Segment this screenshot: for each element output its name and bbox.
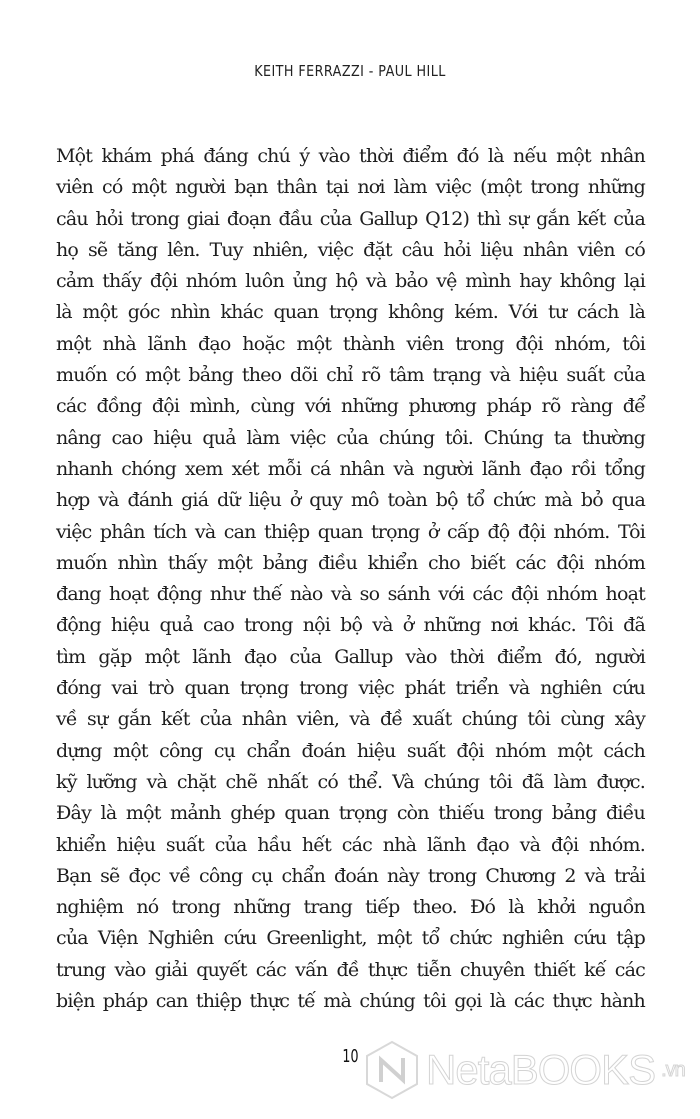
watermark-brand: NetaBOOKS bbox=[426, 1046, 656, 1093]
text-line: dựng một công cụ chẩn đoán hiệu suất đội nhóm một cách bbox=[56, 739, 645, 762]
text-line: một nhà lãnh đạo hoặc một thành viên trong đội nhóm, tôi bbox=[56, 332, 645, 355]
text-line: viên có một người bạn thân tại nơi làm việc (một trong những bbox=[56, 176, 645, 199]
text-line: là một góc nhìn khác quan trọng không kém. Với tư cách là bbox=[56, 301, 645, 324]
text-line: muốn nhìn thấy một bảng điều khiển cho biết các đội nhóm bbox=[56, 551, 645, 574]
text-line: các đồng đội mình, cùng với những phương pháp rõ ràng để bbox=[56, 395, 645, 418]
text-line: động hiệu quả cao trong nội bộ và ở những nơi khác. Tôi đã bbox=[56, 614, 645, 637]
text-line: hợp và đánh giá dữ liệu ở quy mô toàn bộ tổ chức mà bỏ qua bbox=[56, 489, 645, 512]
netabooks-hexagon-icon bbox=[364, 1040, 420, 1100]
text-line: câu hỏi trong giai đoạn đầu của Gallup Q12) thì sự gắn kết của bbox=[56, 207, 645, 230]
running-header: KEITH FERRAZZI - PAUL HILL bbox=[254, 62, 446, 80]
text-line: đóng vai trò quan trọng trong việc phát triển và nghiên cứu bbox=[56, 677, 645, 700]
text-line: tìm gặp một lãnh đạo của Gallup vào thời điểm đó, người bbox=[56, 645, 645, 668]
text-line: đang hoạt động như thế nào và so sánh với các đội nhóm hoạt bbox=[56, 583, 645, 606]
text-line: khiển hiệu suất của hầu hết các nhà lãnh đạo và đội nhóm. bbox=[56, 833, 645, 856]
text-line: họ sẽ tăng lên. Tuy nhiên, việc đặt câu hỏi liệu nhân viên có bbox=[56, 238, 645, 261]
text-line: Một khám phá đáng chú ý vào thời điểm đó là nếu một nhân bbox=[56, 145, 645, 167]
watermark-logo bbox=[364, 1040, 685, 1100]
text-line: cảm thấy đội nhóm luôn ủng hộ và bảo vệ mình hay không lại bbox=[56, 270, 645, 293]
text-line: của Viện Nghiên cứu Greenlight, một tổ chức nghiên cứu tập bbox=[56, 927, 645, 950]
text-line: nâng cao hiệu quả làm việc của chúng tôi. Chúng ta thường bbox=[56, 426, 645, 449]
text-line: muốn có một bảng theo dõi chỉ rõ tâm trạng và hiệu suất của bbox=[56, 364, 645, 387]
watermark-suffix: .vn bbox=[661, 1058, 685, 1081]
body-paragraph bbox=[56, 141, 645, 1017]
text-line: trung vào giải quyết các vấn đề thực tiễn chuyên thiết kế các bbox=[56, 958, 645, 981]
text-line: Bạn sẽ đọc về công cụ chẩn đoán này trong Chương 2 và trải bbox=[56, 864, 645, 887]
text-line: về sự gắn kết của nhân viên, và đề xuất chúng tôi cùng xây bbox=[56, 708, 645, 731]
text-line: kỹ lưỡng và chặt chẽ nhất có thể. Và chúng tôi đã làm được. bbox=[56, 770, 645, 793]
text-line: nhanh chóng xem xét mỗi cá nhân và người lãnh đạo rồi tổng bbox=[56, 457, 645, 480]
text-line: việc phân tích và can thiệp quan trọng ở cấp độ đội nhóm. Tôi bbox=[56, 520, 645, 543]
text-line: nghiệm nó trong những trang tiếp theo. Đó là khởi nguồn bbox=[56, 896, 645, 919]
text-line: biện pháp can thiệp thực tế mà chúng tôi gọi là các thực hành bbox=[56, 990, 645, 1013]
text-line: Đây là một mảnh ghép quan trọng còn thiếu trong bảng điều bbox=[56, 802, 645, 825]
page-number: 10 bbox=[342, 1046, 359, 1067]
